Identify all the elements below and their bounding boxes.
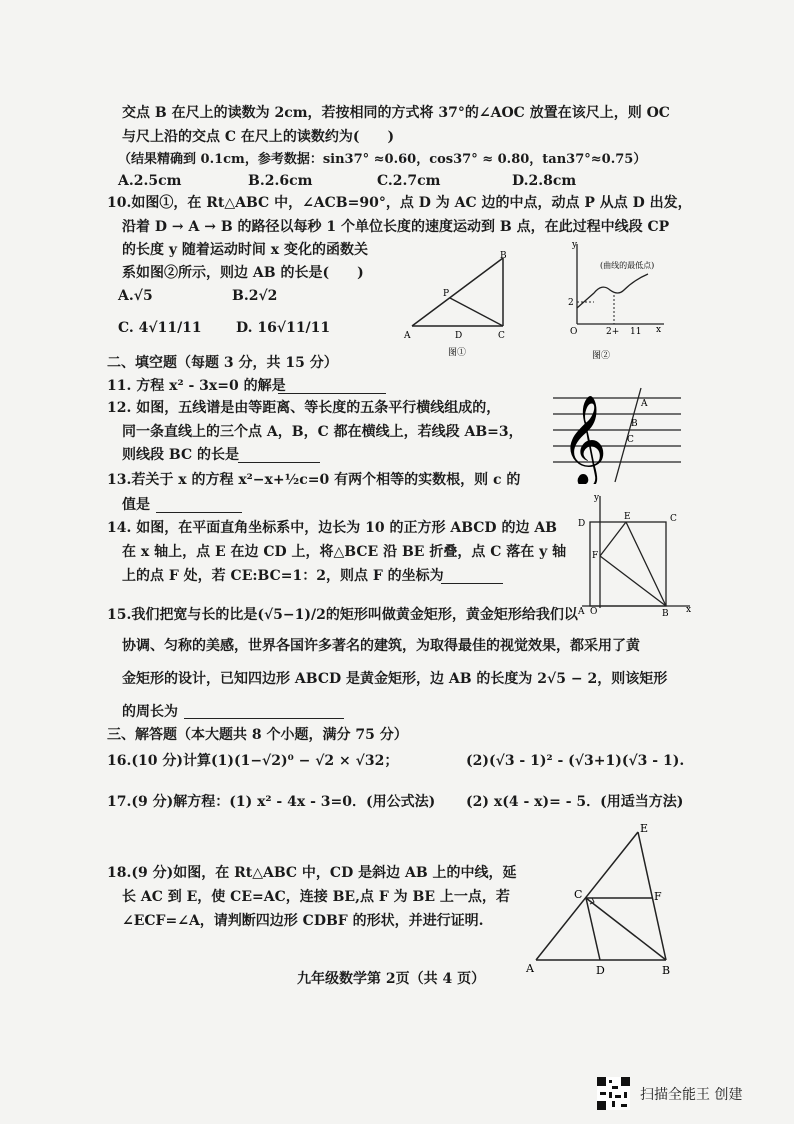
q12-staff-figure [553, 384, 683, 484]
q15-line3: 金矩形的设计，已知四边形 ABCD 是黄金矩形，边 AB 的长度为 2√5 − 2，则该矩形 [122, 671, 668, 687]
q17-part1: 17.(9 分)解方程：(1) x² - 4x - 3=0．(用公式法) [107, 794, 436, 810]
fig1-label-p: P [443, 289, 450, 299]
q10-figure-2 [552, 238, 677, 363]
q13-answer-blank [156, 512, 242, 513]
section2-heading: 二、填空题（每题 3 分，共 15 分） [107, 355, 338, 371]
q15-line4: 的周长为 [122, 704, 178, 720]
q18-label-e: E [640, 822, 649, 835]
q9-line3: （结果精确到 0.1cm，参考数据：sin37° ≈0.60，cos37° ≈ 0.80，tan37°≈0.75） [118, 152, 647, 167]
qr-code-icon [597, 1077, 630, 1110]
q14-label-a: A [578, 607, 585, 617]
q17-part2: (2) x(4 - x)= - 5．(用适当方法) [466, 794, 684, 810]
q15-line1: 15.我们把宽与长的比是(√5−1)/2的矩形叫做黄金矩形，黄金矩形给我们以 [107, 607, 578, 623]
fig2-label-x: x [656, 325, 662, 335]
q18-label-a: A [526, 962, 534, 975]
fig2-label-o: O [570, 327, 578, 337]
q18-line2: 长 AC 到 E，使 CE=AC，连接 BE,点 F 为 BE 上一点，若 [122, 889, 510, 905]
q11-answer-blank [278, 393, 386, 394]
fig1-label-b: B [500, 251, 507, 261]
q14-line2: 在 x 轴上，点 E 在边 CD 上，将△BCE 沿 BE 折叠，点 C 落在 y 轴 [122, 544, 567, 560]
fig2-label-y: y [572, 240, 578, 250]
fig1-caption: 图① [448, 348, 467, 358]
section3-heading: 三、解答题（本大题共 8 个小题，满分 75 分） [107, 727, 408, 743]
q11-text: 11. 方程 x² - 3x=0 的解是 [107, 378, 286, 394]
q18-label-c: C [574, 888, 583, 901]
fig1-label-c: C [498, 331, 505, 341]
q14-label-c: C [670, 514, 677, 524]
q12-label-c: C [627, 435, 634, 445]
q14-label-o: O [590, 607, 598, 617]
q12-answer-blank [238, 462, 320, 463]
fig2-caption: 图② [592, 351, 611, 361]
q10-option-c: C. 4√11/11 [118, 320, 202, 336]
fig2-label-min: (曲线的最低点) [600, 261, 655, 270]
scanner-watermark: 扫描全能王 创建 [640, 1087, 743, 1103]
q16-part1: 16.(10 分)计算(1)(1−√2)⁰ − √2 × √32； [107, 753, 399, 769]
fig2-label-2: 2 [568, 298, 574, 308]
q12-line2: 同一条直线上的三个点 A，B，C 都在横线上，若线段 AB=3， [122, 424, 523, 440]
q13-line2: 值是 [122, 497, 150, 513]
q14-label-f: F [592, 551, 599, 561]
q18-label-b: B [662, 964, 671, 977]
fig2-label-11: 11 [630, 327, 642, 337]
q10-line2: 沿着 D → A → B 的路径以每秒 1 个单位长度的速度运动到 B 点，在此过程中线段 CP [122, 219, 670, 235]
q14-answer-blank [441, 583, 503, 584]
q18-line1: 18.(9 分)如图，在 Rt△ABC 中，CD 是斜边 AB 上的中线，延 [107, 865, 517, 881]
q14-label-b: B [662, 609, 669, 619]
q14-label-e: E [624, 512, 631, 522]
fig1-label-d: D [455, 331, 463, 341]
q10-option-a: A.√5 [118, 288, 153, 304]
fig2-label-2plus: 2+ [606, 327, 620, 337]
q15-line2: 协调、匀称的美感，世界各国许多著名的建筑，为取得最佳的视觉效果，都采用了黄 [122, 638, 640, 654]
q13-line1: 13.若关于 x 的方程 x²−x+½c=0 有两个相等的实数根，则 c 的 [107, 472, 521, 488]
q15-answer-blank [184, 718, 344, 719]
q14-label-d: D [578, 519, 586, 529]
q14-label-y: y [594, 493, 600, 503]
q18-label-f: F [654, 890, 662, 903]
q10-line1: 10.如图①，在 Rt△ABC 中，∠ACB=90°，点 D 为 AC 边的中点，动点 P 从点 D 出发， [107, 195, 692, 211]
q14-line1: 14. 如图，在平面直角坐标系中，边长为 10 的正方形 ABCD 的边 AB [107, 520, 558, 536]
q10-figure-1 [400, 248, 520, 363]
treble-clef-icon: 𝄞 [561, 395, 608, 484]
q18-label-d: D [596, 964, 605, 977]
q14-line3: 上的点 F 处，若 CE:BC=1：2，则点 F 的坐标为 [122, 568, 444, 584]
q10-option-b: B.2√2 [232, 288, 278, 304]
q9-line2: 与尺上沿的交点 C 在尺上的读数约为( ) [122, 129, 395, 145]
q14-coordinate-figure [566, 490, 696, 620]
q12-line3: 则线段 BC 的长是 [122, 447, 239, 463]
q9-line1: 交点 B 在尺上的读数为 2cm，若按相同的方式将 37°的∠AOC 放置在该尺上，则 OC [122, 105, 670, 121]
fig1-label-a: A [404, 331, 411, 341]
q10-option-d: D. 16√11/11 [236, 320, 331, 336]
q10-line3: 的长度 y 随着运动时间 x 变化的函数关 [122, 242, 368, 258]
q12-line1: 12. 如图，五线谱是由等距离、等长度的五条平行横线组成的， [107, 400, 501, 416]
q18-triangle-figure [522, 818, 682, 980]
q14-label-x: x [686, 605, 692, 615]
q9-option-c: C.2.7cm [377, 173, 441, 189]
q10-line4: 系如图②所示，则边 AB 的长是( ) [122, 265, 364, 281]
q9-option-d: D.2.8cm [512, 173, 577, 189]
q18-line3: ∠ECF=∠A，请判断四边形 CDBF 的形状，并进行证明. [122, 913, 484, 929]
q9-option-a: A.2.5cm [118, 173, 182, 189]
q12-label-a: A [641, 399, 648, 409]
page-footer: 九年级数学第 2页（共 4 页） [297, 971, 486, 987]
q12-label-b: B [631, 419, 638, 429]
q9-option-b: B.2.6cm [248, 173, 313, 189]
q16-part2: (2)(√3 - 1)² - (√3+1)(√3 - 1). [466, 753, 685, 769]
